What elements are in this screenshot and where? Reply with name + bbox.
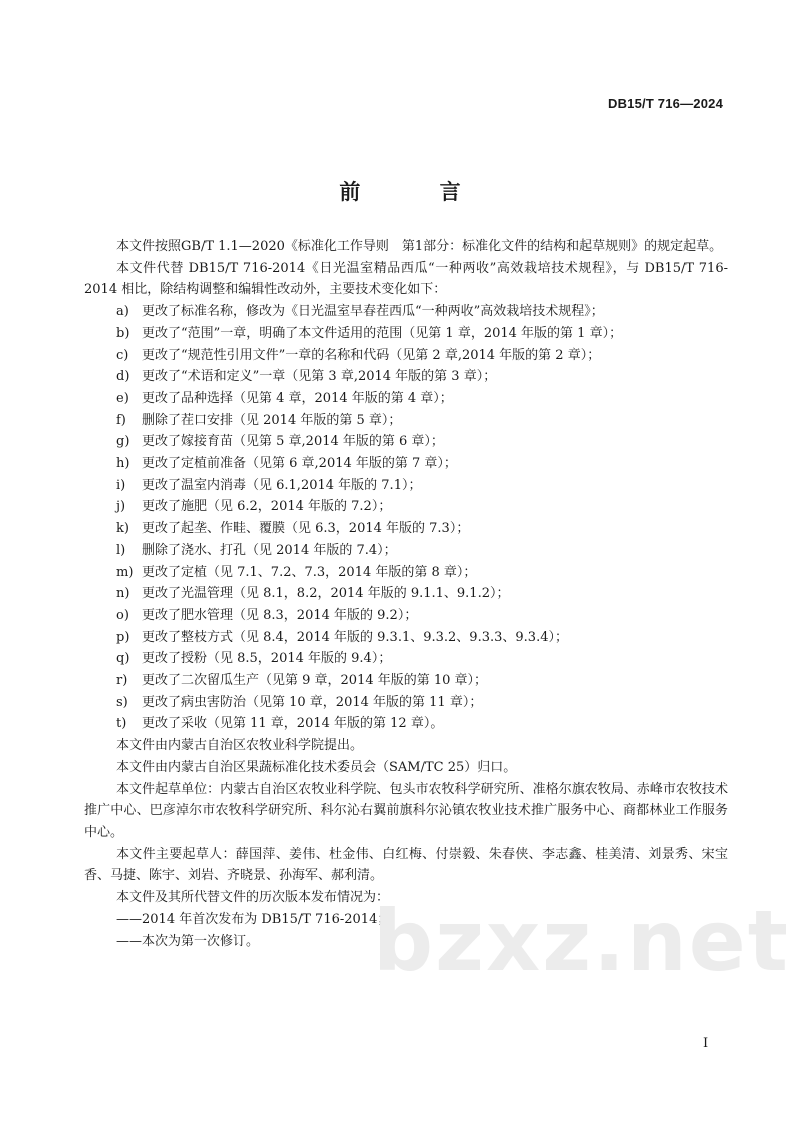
page-title: 前 言 [339,180,497,204]
list-text: 更改了定植（见 7.1、7.2、7.3，2014 年版的第 8 章）； [142,564,477,580]
list-item [84,388,728,410]
list-letter: c) [116,347,129,363]
list-letter: r) [116,673,128,689]
list-text: 更改了二次留瓜生产（见第 9 章，2014 年版的第 10 章）； [142,673,488,689]
page-number: I [703,1036,709,1051]
list-letter: k) [116,521,129,537]
list-item [84,605,728,627]
list-text: 更改了施肥（见 6.2，2014 年版的 7.2）； [142,499,392,515]
paragraph-proposer: 本文件由内蒙古自治区农牧业科学院提出。 [116,738,364,754]
list-letter: i) [116,477,126,493]
watermark-logo: bzxz.net [373,892,790,990]
changes-list [84,301,728,735]
list-text: 更改了定植前准备（见第 6 章,2014 年版的第 7 章）； [142,456,457,472]
paragraph-drafting-units: 本文件起草单位：内蒙古自治区农牧业科学院、包头市农牧科学研究所、准格尔旗农牧局、赤峰市农牧技术推广中心、巴彦淖尔市农牧科学研究所、科尔沁右翼前旗科尔沁镇农牧业技术推广服务中心、商都林业工作服务中心。 [84,781,728,840]
list-item [84,562,728,584]
list-item [84,692,728,714]
list-item [84,410,728,432]
paragraph-drafting-rules: 本文件按照GB/T 1.1—2020《标准化工作导则 第1部分：标准化文件的结构和起草规则》的规定起草。 [116,239,723,254]
list-letter: g) [116,434,130,450]
list-text: 更改了标准名称，修改为《日光温室早春茬西瓜“一种两收”高效栽培技术规程》； [142,304,604,320]
list-item [84,453,728,475]
list-text: 更改了光温管理（见 8.1，8.2，2014 年版的 9.1.1、9.1.2）； [142,586,510,602]
paragraph-drafters: 本文件主要起草人：薛国萍、姜伟、杜金伟、白红梅、付崇毅、朱春侠、李志鑫、桂美清、刘景秀、宋宝香、马捷、陈宇、刘岩、齐晓景、孙海军、郝利清。 [84,846,728,884]
list-item [84,475,728,497]
list-text: 更改了“术语和定义”一章（见第 3 章,2014 年版的第 3 章）； [142,369,497,385]
list-text: 更改了整枝方式（见 8.4，2014 年版的 9.3.1、9.3.2、9.3.3、9.3.4）； [142,629,568,645]
list-letter: s) [116,694,128,710]
list-letter: a) [116,304,129,320]
list-item [84,540,728,562]
history-item: ——本次为第一次修订。 [116,933,260,949]
list-text: 更改了肥水管理（见 8.3，2014 年版的 9.2）； [142,607,418,623]
list-text: 更改了“规范性引用文件”一章的名称和代码（见第 2 章,2014 年版的第 2 章）； [142,347,601,363]
document-code: DB15/T 716—2024 [607,96,723,111]
list-letter: b) [116,325,130,341]
list-item [84,301,728,323]
list-item [84,583,728,605]
list-item [84,627,728,649]
list-text: 更改了嫁接育苗（见第 5 章,2014 年版的第 6 章）； [142,434,444,450]
list-letter: t) [116,716,127,732]
list-letter: m) [116,564,134,580]
list-item [84,431,728,453]
list-letter: l) [116,542,126,558]
list-item [84,713,728,735]
list-letter: f) [116,412,126,428]
document-body [84,236,728,952]
list-letter: p) [116,629,130,645]
list-text: 更改了授粉（见 8.5，2014 年版的 9.4）； [142,651,392,667]
list-item [84,323,728,345]
paragraph-committee: 本文件由内蒙古自治区果蔬标准化技术委员会（SAM/TC 25）归口。 [116,759,517,775]
list-letter: h) [116,456,130,472]
list-letter: n) [116,586,130,602]
list-text: 更改了起垄、作畦、覆膜（见 6.3，2014 年版的 7.3）； [142,521,470,537]
list-text: 更改了温室内消毒（见 6.1,2014 年版的 7.1）； [142,477,422,493]
list-item [84,366,728,388]
list-letter: d) [116,369,130,385]
list-item [84,648,728,670]
list-item [84,345,728,367]
paragraph-replacement: 本文件代替 DB15/T 716-2014《日光温室精品西瓜“一种两收”高效栽培技术规程》，与 DB15/T 716-2014 相比，除结构调整和编辑性改动外，主要技术变化如下： [84,260,728,298]
list-letter: q) [116,651,130,667]
list-text: 删除了茬口安排（见 2014 年版的第 5 章）； [142,412,402,428]
list-item [84,496,728,518]
list-text: 更改了病虫害防治（见第 10 章，2014 年版的第 11 章）； [142,694,483,710]
list-text: 更改了品种选择（见第 4 章，2014 年版的第 4 章）； [142,390,453,406]
list-letter: e) [116,390,129,406]
list-letter: o) [116,607,129,623]
list-text: 更改了采收（见第 11 章，2014 年版的第 12 章）。 [142,716,444,732]
list-item [84,670,728,692]
list-letter: j) [116,499,126,515]
history-item: ——2014 年首次发布为 DB15/T 716-2014； [116,911,391,927]
list-text: 更改了“范围”一章，明确了本文件适用的范围（见第 1 章，2014 年版的第 1 章）； [142,325,623,341]
list-item [84,518,728,540]
list-text: 删除了浇水、打孔（见 2014 年版的 7.4）； [142,542,397,558]
paragraph-history-intro: 本文件及其所代替文件的历次版本发布情况为： [116,890,390,906]
